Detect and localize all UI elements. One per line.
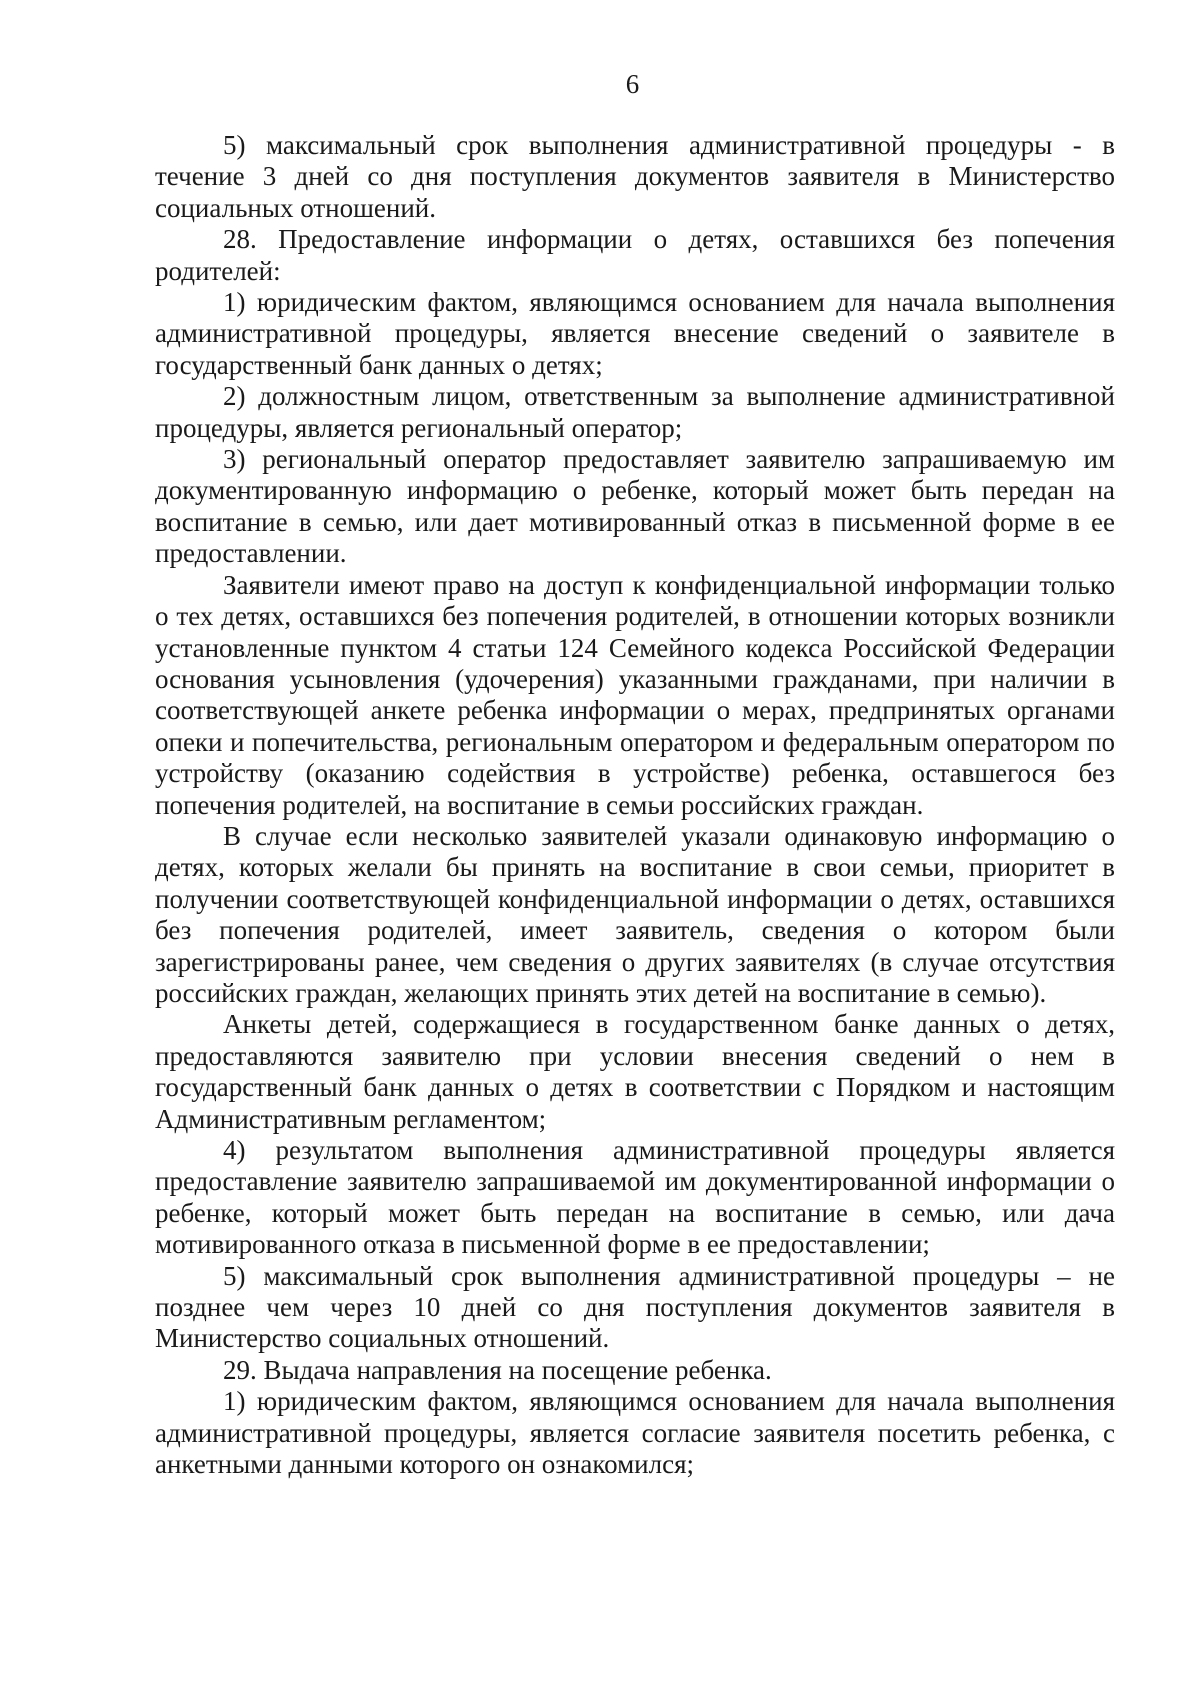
- paragraph-item-5-deadline: 5) максимальный срок выполнения административной процедуры – не позднее чем через 10 дней со дня поступления документов заявителя в Министерство социальных отношений.: [155, 1260, 1115, 1354]
- paragraph-item-5-max-term: 5) максимальный срок выполнения административной процедуры - в течение 3 дней со дня поступления документов заявителя в Министерство социальных отношений.: [155, 130, 1115, 223]
- section-29-heading: 29. Выдача направления на посещение ребенка.: [223, 1354, 772, 1385]
- paragraph-item-4-result: 4) результатом выполнения административной процедуры является предоставление заявителю запрашиваемой им документированной информации о ребенке, который может быть передан на воспитание в семью, или дача мотивированного отказа в письменной форме в ее предоставлении;: [155, 1135, 1115, 1260]
- paragraph-item-3-regional-operator: 3) региональный оператор предоставляет заявителю запрашиваемую им документированную информацию о ребенке, который может быть передан на воспитание в семью, или дает мотивированный отказ в письменной форме в ее предоставлении.: [155, 444, 1115, 569]
- document-body: [155, 130, 1115, 1480]
- paragraph-item-2-responsible-official: 2) должностным лицом, ответственным за выполнение административной процедуры, является региональный оператор;: [155, 381, 1115, 443]
- paragraph-item-1-consent: 1) юридическим фактом, являющимся основанием для начала выполнения административной процедуры, является согласие заявителя посетить ребенка, с анкетными данными которого он ознакомился;: [155, 1386, 1115, 1480]
- paragraph-access-right: Заявители имеют право на доступ к конфиденциальной информации только о тех детях, оставшихся без попечения родителей, в отношении которых возникли установленные пунктом 4 статьи 124 Семейного кодекса Российской Федерации основания усыновления (удочерения) указанными гражданами, при наличии в соответствующей анкете ребенка информации о мерах, предпринятых органами опеки и попечительства, региональным оператором и федеральным оператором по устройству (оказанию содействия в устройстве) ребенка, оставшегося без попечения родителей, на воспитание в семьи российских граждан.: [155, 569, 1115, 820]
- section-28-heading: 28. Предоставление информации о детях, оставшихся без попечения родителей:: [155, 224, 1115, 286]
- paragraph-item-1-legal-fact: 1) юридическим фактом, являющимся основанием для начала выполнения административной процедуры, является внесение сведений о заявителе в государственный банк данных о детях;: [155, 287, 1115, 380]
- paragraph-child-forms: Анкеты детей, содержащиеся в государственном банке данных о детях, предоставляются заявителю при условии внесения сведений о нем в государственный банк данных о детях в соответствии с Порядком и настоящим Административным регламентом;: [155, 1009, 1115, 1134]
- page-number: 6: [625, 69, 640, 99]
- paragraph-priority: В случае если несколько заявителей указали одинаковую информацию о детях, которых желали бы принять на воспитание в свои семьи, приоритет в получении соответствующей конфиденциальной информации о детях, оставшихся без попечения родителей, имеет заявитель, сведения о котором были зарегистрированы ранее, чем сведения о других заявителях (в случае отсутствия российских граждан, желающих принять этих детей на воспитание в семью).: [155, 820, 1115, 1008]
